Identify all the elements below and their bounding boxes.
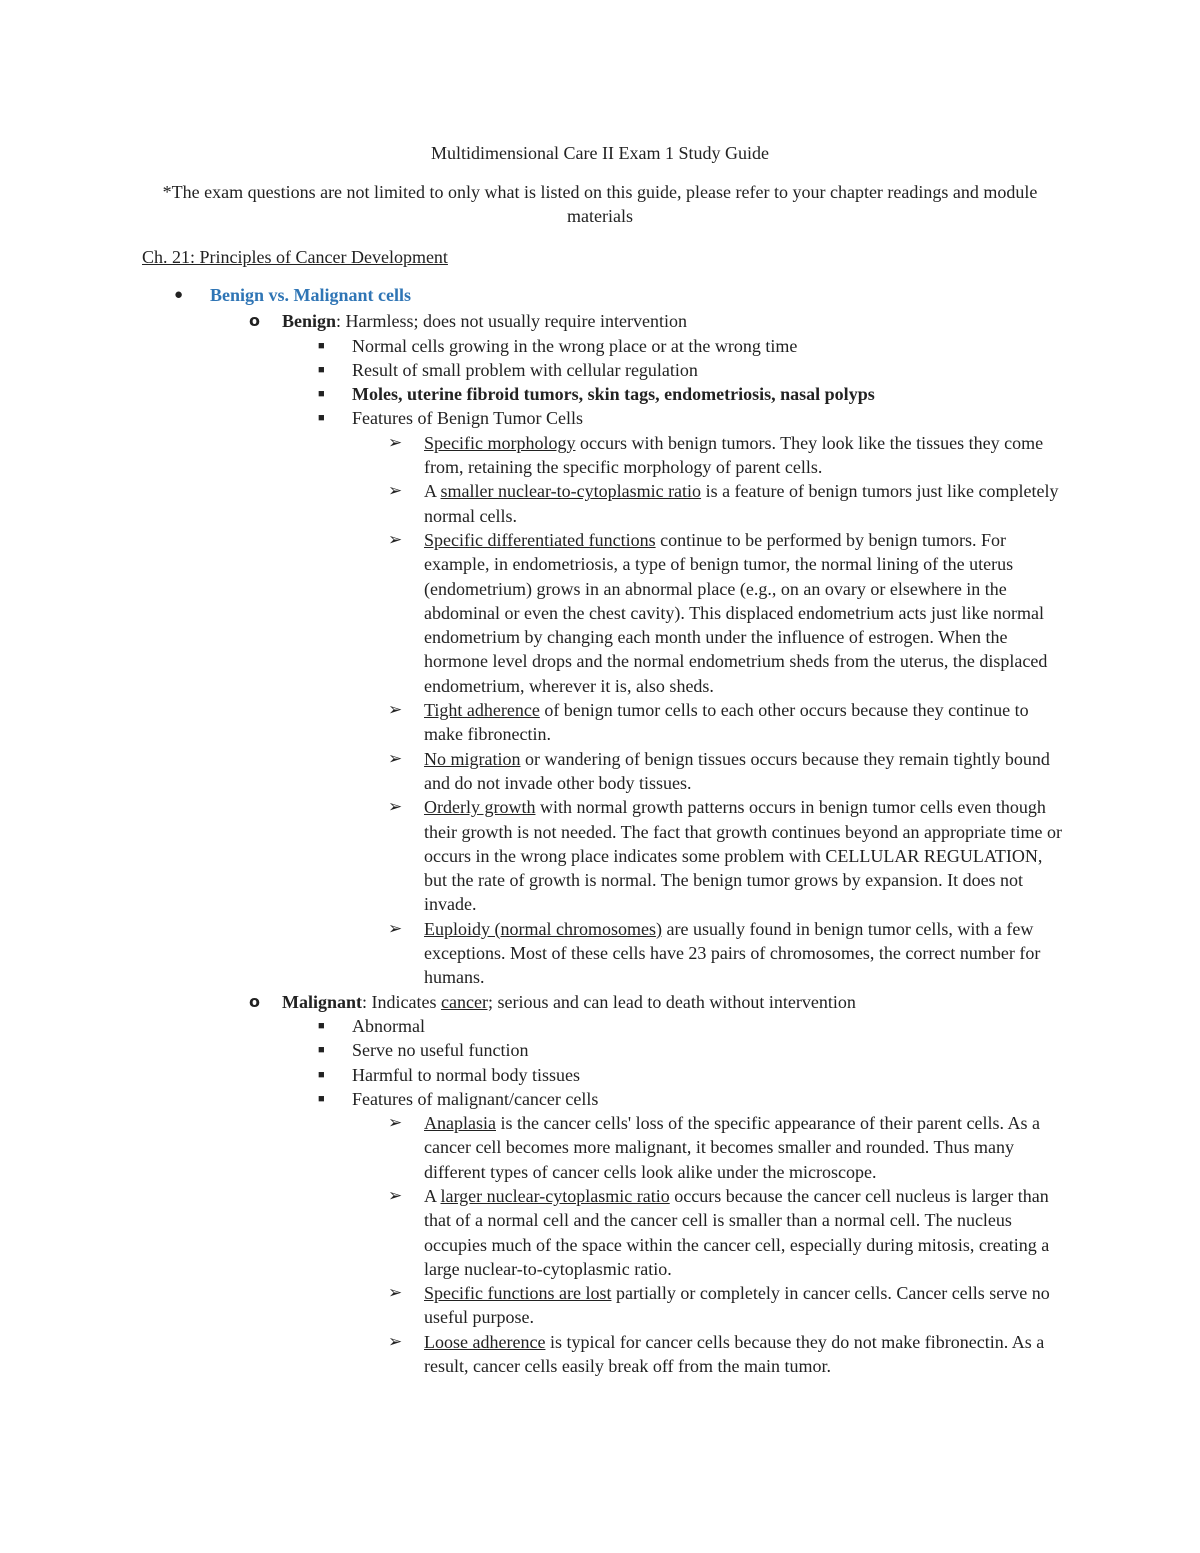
feature-term: Specific functions are lost <box>424 1283 612 1304</box>
arrow-bullet-icon: ➢ <box>388 1331 403 1352</box>
list-item: ■ Harmful to normal body tissues <box>352 1063 1200 1087</box>
outline <box>0 283 1200 1378</box>
list-item: ■ Abnormal <box>352 1014 1200 1038</box>
benign-desc: : Harmless; does not usually require intervention <box>336 311 687 332</box>
circle-bullet-icon: o <box>249 991 260 1011</box>
arrow-bullet-icon: ➢ <box>388 1113 403 1134</box>
benign-item <box>249 309 1200 333</box>
feature-item: ➢ Orderly growth with normal growth patterns occurs in benign tumor cells even though their growth is not needed. The fact that growth continues beyond an appropriate time or occurs in the wrong place indicates some problem with CELLULAR REGULATION, but the rate of growth is normal. The benign tumor grows by expansion. It does not invade. <box>388 797 1062 915</box>
list-item: ■ Normal cells growing in the wrong place or at the wrong time <box>352 334 1200 358</box>
feature-term: No migration <box>424 748 521 769</box>
feature-term: larger nuclear-cytoplasmic ratio <box>440 1185 670 1206</box>
feature-item: ➢ A larger nuclear-cytoplasmic ratio occurs because the cancer cell nucleus is larger than that of a normal cell and the cancer cell is smaller than a normal cell. The nucleus occupies much of the space within the cancer cell, especially during mitosis, creating a large nuclear-to-cytoplasmic ratio. <box>388 1185 1050 1279</box>
circle-bullet-icon: o <box>249 311 260 331</box>
feature-term: Loose adherence <box>424 1331 546 1352</box>
arrow-bullet-icon: ➢ <box>388 700 403 721</box>
arrow-bullet-icon: ➢ <box>388 1283 403 1304</box>
feature-item: ➢ No migration or wandering of benign tissues occurs because they remain tightly bound and do not invade other body tissues. <box>388 748 1050 793</box>
benign-term: Benign <box>282 311 337 332</box>
malignant-item: o Malignant: Indicates cancer; serious and can lead to death without intervention <box>282 990 1200 1014</box>
list-item: ■ Features of Benign Tumor Cells <box>352 406 1200 430</box>
cancer-link: cancer; <box>441 991 493 1012</box>
arrow-bullet-icon: ➢ <box>388 748 403 769</box>
feature-item: ➢ Tight adherence of benign tumor cells to each other occurs because they continue to make fibronectin. <box>388 700 1029 745</box>
benign-features <box>0 431 1200 990</box>
square-bullet-icon: ■ <box>318 412 325 425</box>
feature-item: ➢ A smaller nuclear-to-cytoplasmic ratio is a feature of benign tumors just like completely normal cells. <box>388 481 1059 526</box>
feature-item: ➢ Specific differentiated functions continue to be performed by benign tumors. For example, in endometriosis, a type of benign tumor, the normal lining of the uterus (endometrium) grows in an abnormal place (e.g., on an ovary or elsewhere in the abdominal or even the chest cavity). This displaced endometrium acts just like normal endometrium by changing each month under the influence of estrogen. When the hormone level drops and the normal endometrium sheds from the uterus, the displaced endometrium, wherever it is, also sheds. <box>388 529 1048 696</box>
list-item: ■ Features of malignant/cancer cells <box>352 1087 1200 1111</box>
feature-term: Specific morphology <box>424 432 576 453</box>
malignant-features <box>0 1111 1200 1378</box>
square-bullet-icon: ■ <box>318 388 325 401</box>
arrow-bullet-icon: ➢ <box>388 1185 403 1206</box>
square-bullet-icon: ■ <box>318 339 325 352</box>
feature-term: smaller nuclear-to-cytoplasmic ratio <box>440 481 702 502</box>
feature-item: ➢ Loose adherence is typical for cancer cells because they do not make fibronectin. As a result, cancer cells easily break off from the main tumor. <box>388 1331 1045 1377</box>
arrow-bullet-icon: ➢ <box>388 529 403 550</box>
feature-term: Orderly growth <box>424 797 536 818</box>
feature-item: ➢ Specific morphology occurs with benign tumors. They look like the tissues they come from, retaining the specific morphology of parent cells. <box>388 432 1044 478</box>
list-item: ■ Serve no useful function <box>352 1038 1200 1062</box>
document-title: Multidimensional Care II Exam 1 Study Guide <box>431 143 769 163</box>
disc-bullet-icon: ● <box>174 287 184 303</box>
arrow-bullet-icon: ➢ <box>388 797 403 818</box>
feature-item: ➢ Euploidy (normal chromosomes) are usually found in benign tumor cells, with a few exceptions. Most of these cells have 23 pairs of chromosomes, the correct number for humans. <box>388 918 1041 988</box>
list-item <box>318 382 1200 406</box>
list-item: ■ Result of small problem with cellular regulation <box>352 358 1200 382</box>
square-bullet-icon: ■ <box>318 1019 325 1032</box>
benign-examples: Moles, uterine fibroid tumors, skin tags, endometriosis, nasal polyps <box>352 384 875 405</box>
section-heading: ● Benign vs. Malignant cells <box>210 283 1200 307</box>
chapter-heading: Ch. 21: Principles of Cancer Development <box>142 247 448 267</box>
arrow-bullet-icon: ➢ <box>388 918 403 939</box>
feature-term: Anaplasia <box>424 1113 496 1134</box>
feature-term: Tight adherence <box>424 700 540 721</box>
feature-term: Euploidy (normal chromosomes) <box>424 918 662 939</box>
square-bullet-icon: ■ <box>318 1068 325 1081</box>
feature-term: Specific differentiated functions <box>424 529 656 550</box>
feature-item: ➢ Anaplasia is the cancer cells' loss of the specific appearance of their parent cells. As a cancer cell becomes more malignant, it becomes smaller and rounded. Thus many different types of cancer cells look alike under the microscope. <box>388 1113 1040 1182</box>
feature-item: ➢ Specific functions are lost partially or completely in cancer cells. Cancer cells serve no useful purpose. <box>388 1283 1050 1328</box>
malignant-term: Malignant <box>282 991 363 1012</box>
square-bullet-icon: ■ <box>318 1044 325 1057</box>
square-bullet-icon: ■ <box>318 1092 325 1105</box>
arrow-bullet-icon: ➢ <box>388 432 403 453</box>
square-bullet-icon: ■ <box>318 363 325 376</box>
exam-note: *The exam questions are not limited to only what is listed on this guide, please refer to your chapter readings and module materials <box>162 182 1038 227</box>
arrow-bullet-icon: ➢ <box>388 481 403 502</box>
